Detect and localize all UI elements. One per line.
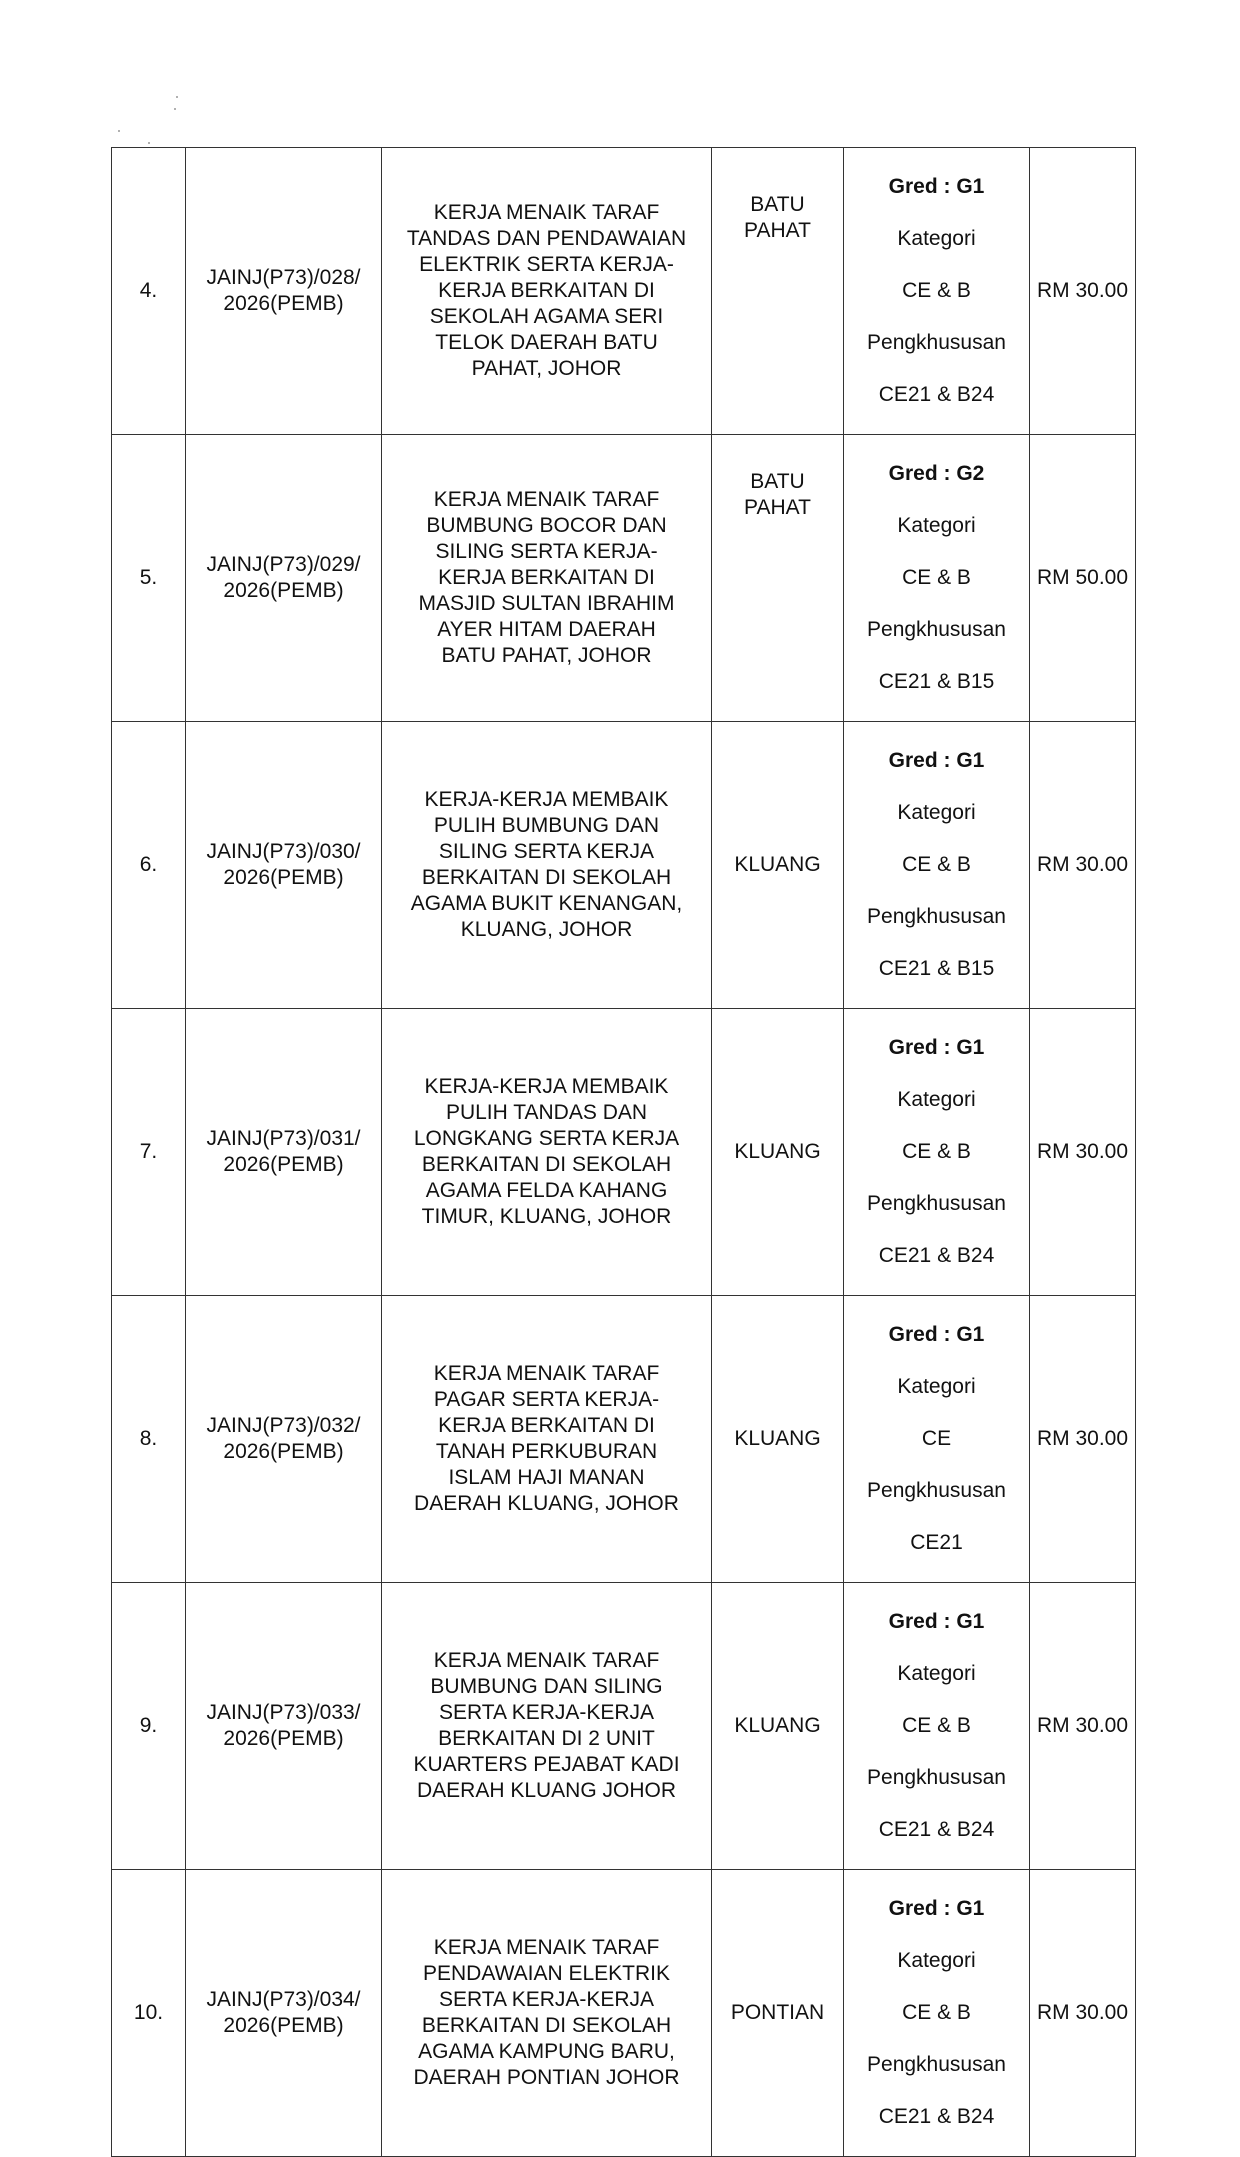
pengkhususan-value: CE21 & B15 (878, 957, 995, 980)
document-fee: RM 30.00 (1030, 722, 1136, 1009)
kategori-value: CE & B (902, 853, 971, 876)
work-description: KERJA MENAIK TARAF PENDAWAIAN ELEKTRIK SERTA KERJA-KERJA BERKAITAN DI SEKOLAH AGAMA KAMPUNG BARU, DAERAH PONTIAN JOHOR (382, 1870, 712, 2157)
contractor-requirement (844, 435, 1030, 722)
kategori-label: Kategori (897, 801, 976, 824)
work-description: KERJA MENAIK TARAF BUMBUNG BOCOR DAN SILING SERTA KERJA- KERJA BERKAITAN DI MASJID SULTAN IBRAHIM AYER HITAM DAERAH BATU PAHAT, JOHOR (382, 435, 712, 722)
kategori-label: Kategori (897, 1662, 976, 1685)
kategori-label: Kategori (897, 1949, 976, 1972)
work-description: KERJA-KERJA MEMBAIK PULIH TANDAS DAN LONGKANG SERTA KERJA BERKAITAN DI SEKOLAH AGAMA FELDA KAHANG TIMUR, KLUANG, JOHOR (382, 1009, 712, 1296)
row-number: 10. (112, 1870, 186, 2157)
kategori-label: Kategori (897, 227, 976, 250)
work-description: KERJA MENAIK TARAF BUMBUNG DAN SILING SERTA KERJA-KERJA BERKAITAN DI 2 UNIT KUARTERS PEJABAT KADI DAERAH KLUANG JOHOR (382, 1583, 712, 1870)
row-number: 4. (112, 148, 186, 435)
pengkhususan-label: Pengkhususan (867, 905, 1006, 928)
kategori-label: Kategori (897, 1375, 976, 1398)
grade: Gred : G2 (888, 462, 985, 485)
work-description: KERJA MENAIK TARAF PAGAR SERTA KERJA- KERJA BERKAITAN DI TANAH PERKUBURAN ISLAM HAJI MANAN DAERAH KLUANG, JOHOR (382, 1296, 712, 1583)
reference-number: JAINJ(P73)/031/ 2026(PEMB) (186, 1009, 382, 1296)
pengkhususan-value: CE21 & B24 (878, 1818, 995, 1841)
pengkhususan-value: CE21 & B24 (878, 383, 995, 406)
table-row (112, 1009, 1136, 1296)
grade: Gred : G1 (888, 1036, 985, 1059)
reference-number: JAINJ(P73)/034/ 2026(PEMB) (186, 1870, 382, 2157)
reference-number: JAINJ(P73)/030/ 2026(PEMB) (186, 722, 382, 1009)
reference-number: JAINJ(P73)/029/ 2026(PEMB) (186, 435, 382, 722)
kategori-value: CE (921, 1427, 952, 1450)
pengkhususan-value: CE21 (910, 1531, 963, 1554)
grade: Gred : G1 (888, 749, 985, 772)
reference-number: JAINJ(P73)/028/ 2026(PEMB) (186, 148, 382, 435)
row-number: 5. (112, 435, 186, 722)
grade: Gred : G1 (888, 1610, 985, 1633)
reference-number: JAINJ(P73)/033/ 2026(PEMB) (186, 1583, 382, 1870)
district: PONTIAN (712, 1870, 844, 2157)
kategori-label: Kategori (897, 514, 976, 537)
contractor-requirement (844, 1870, 1030, 2157)
document-fee: RM 30.00 (1030, 1870, 1136, 2157)
grade: Gred : G1 (888, 1897, 985, 1920)
kategori-value: CE & B (902, 2001, 971, 2024)
grade: Gred : G1 (888, 1323, 985, 1346)
row-number: 7. (112, 1009, 186, 1296)
kategori-value: CE & B (902, 566, 971, 589)
document-fee: RM 30.00 (1030, 1583, 1136, 1870)
contractor-requirement (844, 1296, 1030, 1583)
contractor-requirement (844, 148, 1030, 435)
district: KLUANG (712, 1583, 844, 1870)
contractor-requirement (844, 1009, 1030, 1296)
work-description: KERJA-KERJA MEMBAIK PULIH BUMBUNG DAN SILING SERTA KERJA BERKAITAN DI SEKOLAH AGAMA BUKIT KENANGAN, KLUANG, JOHOR (382, 722, 712, 1009)
grade: Gred : G1 (888, 175, 985, 198)
document-fee: RM 30.00 (1030, 1009, 1136, 1296)
pengkhususan-value: CE21 & B24 (878, 1244, 995, 1267)
district: KLUANG (712, 722, 844, 1009)
contractor-requirement (844, 1583, 1030, 1870)
reference-number: JAINJ(P73)/032/ 2026(PEMB) (186, 1296, 382, 1583)
contractor-requirement (844, 722, 1030, 1009)
table-row (112, 1870, 1136, 2157)
pengkhususan-label: Pengkhususan (867, 1766, 1006, 1789)
kategori-label: Kategori (897, 1088, 976, 1111)
row-number: 6. (112, 722, 186, 1009)
document-fee: RM 50.00 (1030, 435, 1136, 722)
pengkhususan-value: CE21 & B24 (878, 2105, 995, 2128)
district: BATU PAHAT (712, 435, 844, 722)
district: KLUANG (712, 1009, 844, 1296)
district: KLUANG (712, 1296, 844, 1583)
pengkhususan-value: CE21 & B15 (878, 670, 995, 693)
kategori-value: CE & B (902, 1140, 971, 1163)
work-description: KERJA MENAIK TARAF TANDAS DAN PENDAWAIAN ELEKTRIK SERTA KERJA- KERJA BERKAITAN DI SEKOLAH AGAMA SERI TELOK DAERAH BATU PAHAT, JOHOR (382, 148, 712, 435)
table-row (112, 435, 1136, 722)
document-fee: RM 30.00 (1030, 148, 1136, 435)
pengkhususan-label: Pengkhususan (867, 2053, 1006, 2076)
tender-list-table (111, 147, 1136, 2157)
scan-artifact-marks (118, 96, 178, 146)
kategori-value: CE & B (902, 1714, 971, 1737)
kategori-value: CE & B (902, 279, 971, 302)
table-row (112, 148, 1136, 435)
pengkhususan-label: Pengkhususan (867, 1192, 1006, 1215)
table-row (112, 1296, 1136, 1583)
row-number: 9. (112, 1583, 186, 1870)
table-row (112, 1583, 1136, 1870)
row-number: 8. (112, 1296, 186, 1583)
pengkhususan-label: Pengkhususan (867, 618, 1006, 641)
document-fee: RM 30.00 (1030, 1296, 1136, 1583)
district: BATU PAHAT (712, 148, 844, 435)
pengkhususan-label: Pengkhususan (867, 331, 1006, 354)
pengkhususan-label: Pengkhususan (867, 1479, 1006, 1502)
table-row (112, 722, 1136, 1009)
